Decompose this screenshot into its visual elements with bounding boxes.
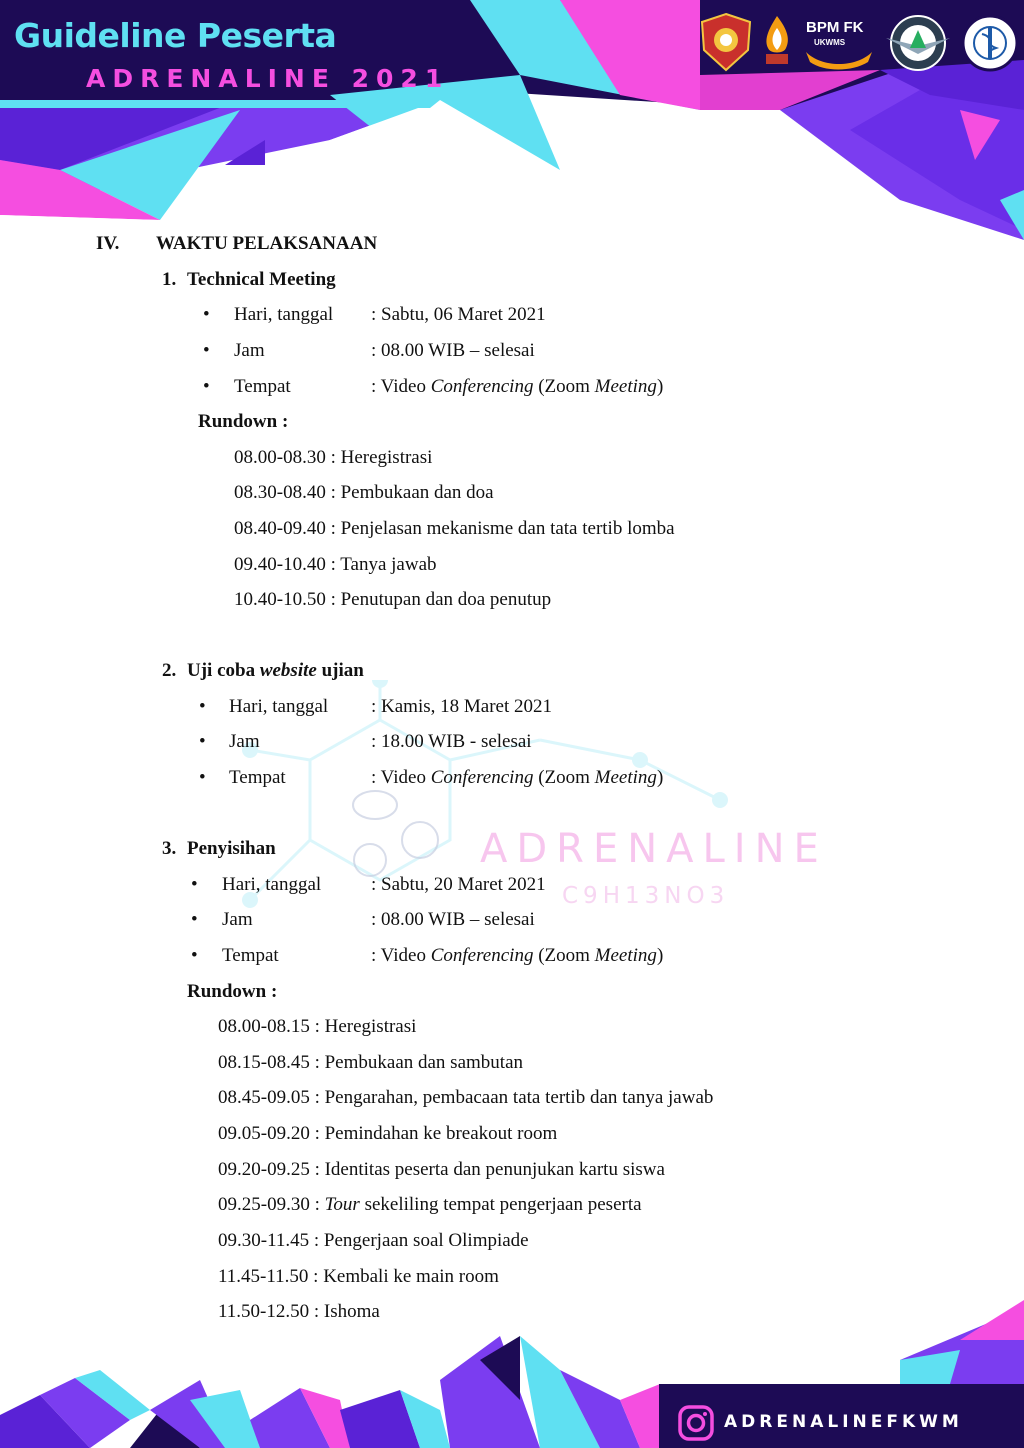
- senate-wings-logo: [882, 14, 954, 72]
- detail-label: Tempat: [234, 376, 291, 397]
- detail-value: : Sabtu, 20 Maret 2021: [371, 874, 546, 895]
- detail-value: : 18.00 WIB - selesai: [371, 731, 532, 752]
- item-1-title: Technical Meeting: [187, 269, 336, 290]
- header-subtitle: ADRENALINE 2021: [86, 64, 450, 93]
- detail-label: Tempat: [222, 945, 279, 966]
- bullet-icon: [203, 340, 210, 362]
- watermark-formula: C9H13NO3: [562, 883, 730, 909]
- detail-value: : 08.00 WIB – selesai: [371, 909, 535, 930]
- detail-value: : Kamis, 18 Maret 2021: [371, 696, 553, 717]
- university-crest-logo: [698, 12, 754, 72]
- detail-value: : Sabtu, 06 Maret 2021: [371, 304, 546, 325]
- bullet-icon: [203, 304, 210, 326]
- item-3-number: 3.: [162, 838, 177, 859]
- rundown-row: 08.15-08.45 : Pembukaan dan sambutan: [218, 1052, 524, 1073]
- detail-value: : Video Conferencing (Zoom Meeting): [371, 767, 664, 788]
- bullet-icon: [199, 767, 206, 789]
- rundown-row: 09.30-11.45 : Pengerjaan soal Olimpiade: [218, 1230, 529, 1251]
- item-1-number: 1.: [162, 269, 177, 290]
- instagram-handle[interactable]: ADRENALINEFKWM: [724, 1412, 963, 1432]
- rundown-row: 11.50-12.50 : Ishoma: [218, 1301, 380, 1322]
- detail-label: Jam: [229, 731, 260, 752]
- bpm-logo-text: BPM FK: [806, 19, 864, 36]
- header-title: Guideline Peserta: [14, 16, 337, 55]
- detail-value: : Video Conferencing (Zoom Meeting): [371, 945, 664, 966]
- bullet-icon: [203, 376, 210, 398]
- rundown-row: 08.40-09.40 : Penjelasan mekanisme dan tata tertib lomba: [234, 518, 675, 539]
- rundown-row: 08.00-08.15 : Heregistrasi: [218, 1016, 417, 1037]
- bullet-icon: [199, 731, 206, 753]
- faculty-flame-logo: [758, 14, 796, 70]
- rundown-row: 08.45-09.05 : Pengarahan, pembacaan tata tertib dan tanya jawab: [218, 1087, 714, 1108]
- detail-label: Jam: [222, 909, 253, 930]
- detail-label: Hari, tanggal: [229, 696, 329, 717]
- rundown-row: 09.05-09.20 : Pemindahan ke breakout room: [218, 1123, 558, 1144]
- detail-label: Hari, tanggal: [234, 304, 334, 325]
- rundown-row: 09.20-09.25 : Identitas peserta dan penunjukan kartu siswa: [218, 1159, 665, 1180]
- bpm-logo-subtext: UKWMS: [814, 38, 846, 47]
- item-3-title: Penyisihan: [187, 838, 276, 859]
- rundown-row: 09.40-10.40 : Tanya jawab: [234, 554, 437, 575]
- rundown-row: 08.30-08.40 : Pembukaan dan doa: [234, 482, 494, 503]
- instagram-icon: [677, 1404, 715, 1442]
- item-2-number: 2.: [162, 660, 177, 681]
- rundown-row: 08.00-08.30 : Heregistrasi: [234, 447, 433, 468]
- detail-label: Jam: [234, 340, 265, 361]
- rundown-label: Rundown :: [198, 411, 289, 432]
- item-2-title: Uji coba website ujian: [187, 660, 364, 681]
- watermark-word: ADRENALINE: [480, 826, 828, 872]
- rundown-row: 09.25-09.30 : Tour sekeliling tempat pengerjaan peserta: [218, 1194, 642, 1215]
- rundown-label: Rundown :: [187, 981, 278, 1002]
- rundown-row: 10.40-10.50 : Penutupan dan doa penutup: [234, 589, 552, 610]
- detail-label: Tempat: [229, 767, 286, 788]
- detail-value: : Video Conferencing (Zoom Meeting): [371, 376, 664, 397]
- bullet-icon: [191, 909, 198, 931]
- bullet-icon: [191, 945, 198, 967]
- detail-value: : 08.00 WIB – selesai: [371, 340, 535, 361]
- section-title: WAKTU PELAKSANAAN: [156, 233, 378, 254]
- detail-label: Hari, tanggal: [222, 874, 322, 895]
- rundown-row: 11.45-11.50 : Kembali ke main room: [218, 1266, 499, 1287]
- medical-association-logo: [962, 14, 1018, 72]
- bullet-icon: [199, 696, 206, 718]
- section-number: IV.: [96, 233, 120, 254]
- bullet-icon: [191, 874, 198, 896]
